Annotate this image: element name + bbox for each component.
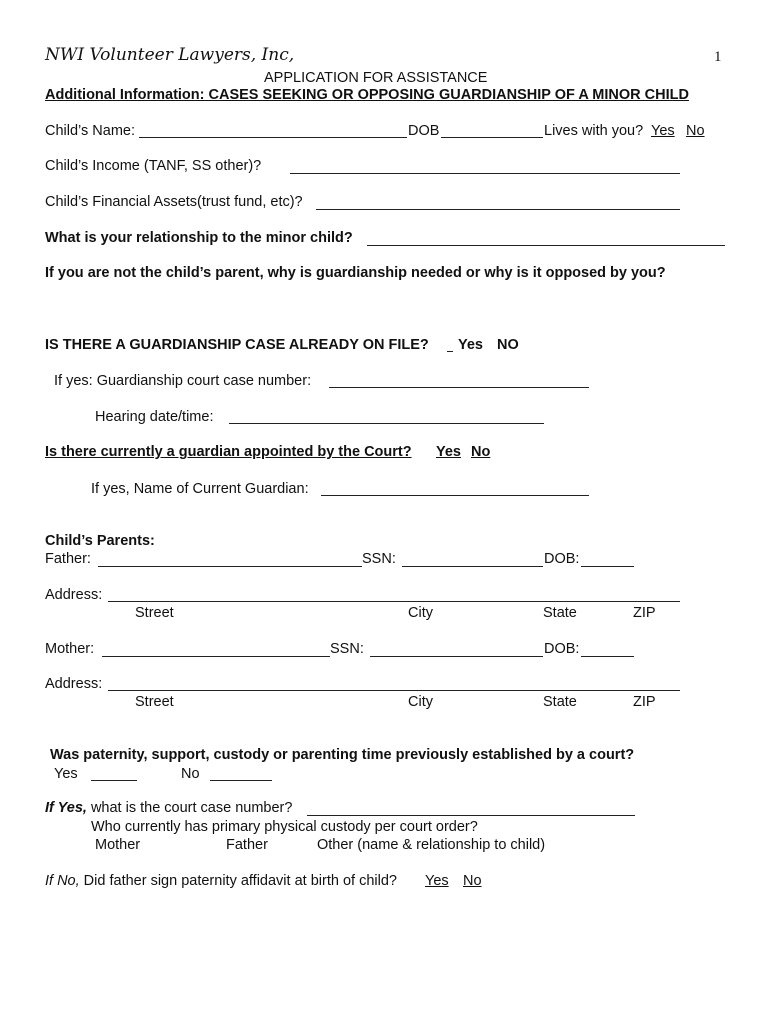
child-income-label: Child’s Income (TANF, SS other)? bbox=[45, 158, 262, 174]
why-needed-label: If you are not the child’s parent, why is guardianship needed or why is it opposed by you? bbox=[45, 265, 666, 281]
mother-dob-field[interactable] bbox=[581, 656, 634, 657]
father-ssn-label: SSN: bbox=[362, 551, 396, 567]
mother-label: Mother: bbox=[45, 641, 95, 657]
case-on-file-yes[interactable]: Yes bbox=[458, 337, 483, 353]
mother-dob-label: DOB: bbox=[544, 641, 580, 657]
father-label: Father: bbox=[45, 551, 91, 567]
guardian-no[interactable]: No bbox=[471, 444, 491, 460]
relationship-label: What is your relationship to the minor child? bbox=[45, 230, 353, 246]
mother-address-label: Address: bbox=[45, 676, 103, 692]
paternity-yes-label: Yes bbox=[54, 766, 78, 782]
father-street-caption: Street bbox=[135, 605, 174, 621]
mother-street-caption: Street bbox=[135, 694, 174, 710]
child-name-field[interactable] bbox=[139, 137, 407, 138]
custody-label: Who currently has primary physical custody per court order? bbox=[91, 819, 478, 835]
affidavit-yes[interactable]: Yes bbox=[425, 873, 449, 889]
father-dob-field[interactable] bbox=[581, 566, 634, 567]
custody-option-mother[interactable]: Mother bbox=[95, 837, 141, 853]
paternity-no-field[interactable] bbox=[210, 780, 272, 781]
affidavit-no[interactable]: No bbox=[463, 873, 482, 889]
guardian-question: Is there currently a guardian appointed by the Court? bbox=[45, 444, 412, 460]
child-income-field[interactable] bbox=[290, 173, 680, 174]
if-yes-prefix: If Yes, bbox=[45, 800, 87, 816]
current-guardian-field[interactable] bbox=[321, 495, 589, 496]
father-zip-caption: ZIP bbox=[633, 605, 656, 621]
lives-with-no[interactable]: No bbox=[686, 123, 705, 139]
father-name-field[interactable] bbox=[98, 566, 362, 567]
if-no-affidavit-label bbox=[45, 872, 397, 890]
mother-state-caption: State bbox=[543, 694, 577, 710]
hearing-field[interactable] bbox=[229, 423, 544, 424]
child-name-label: Child’s Name: bbox=[45, 123, 135, 139]
custody-option-other[interactable]: Other (name & relationship to child) bbox=[317, 837, 546, 853]
case-on-file-no[interactable]: NO bbox=[497, 337, 519, 353]
mother-zip-caption: ZIP bbox=[633, 694, 656, 710]
father-dob-label: DOB: bbox=[544, 551, 580, 567]
father-address-field[interactable] bbox=[108, 601, 680, 602]
paternity-question: Was paternity, support, custody or parenting time previously established by a court? bbox=[50, 747, 635, 763]
if-yes-case-number-label bbox=[45, 799, 292, 817]
relationship-field[interactable] bbox=[367, 245, 725, 246]
father-ssn-field[interactable] bbox=[402, 566, 543, 567]
child-dob-field[interactable] bbox=[441, 137, 543, 138]
mother-address-field[interactable] bbox=[108, 690, 680, 691]
form-title: APPLICATION FOR ASSISTANCE bbox=[264, 70, 488, 86]
mother-name-field[interactable] bbox=[102, 656, 330, 657]
case-on-file-mark bbox=[447, 351, 453, 352]
mother-ssn-label: SSN: bbox=[330, 641, 364, 657]
case-number-field[interactable] bbox=[329, 387, 589, 388]
hearing-label: Hearing date/time: bbox=[95, 409, 214, 425]
organization-name: NWI Volunteer Lawyers, Inc, bbox=[45, 45, 295, 65]
current-guardian-label: If yes, Name of Current Guardian: bbox=[91, 481, 309, 497]
child-assets-field[interactable] bbox=[316, 209, 680, 210]
mother-city-caption: City bbox=[408, 694, 433, 710]
case-on-file-question: IS THERE A GUARDIANSHIP CASE ALREADY ON FILE? bbox=[45, 337, 429, 353]
lives-with-yes[interactable]: Yes bbox=[651, 123, 675, 139]
father-city-caption: City bbox=[408, 605, 433, 621]
child-assets-label: Child’s Financial Assets(trust fund, etc)? bbox=[45, 194, 303, 210]
guardian-yes[interactable]: Yes bbox=[436, 444, 461, 460]
paternity-yes-field[interactable] bbox=[91, 780, 137, 781]
custody-option-father[interactable]: Father bbox=[226, 837, 268, 853]
child-dob-label: DOB bbox=[408, 123, 440, 139]
parents-heading: Child’s Parents: bbox=[45, 533, 155, 549]
court-case-number-field[interactable] bbox=[307, 815, 635, 816]
affidavit-question: Did father sign paternity affidavit at birth of child? bbox=[79, 873, 397, 889]
father-state-caption: State bbox=[543, 605, 577, 621]
lives-with-label: Lives with you? bbox=[544, 123, 644, 139]
case-number-label: If yes: Guardianship court case number: bbox=[54, 373, 312, 389]
court-case-number-label: what is the court case number? bbox=[86, 800, 293, 816]
page-number: 1 bbox=[714, 49, 722, 65]
if-no-prefix: If No, bbox=[45, 873, 80, 889]
paternity-no-label: No bbox=[181, 766, 200, 782]
mother-ssn-field[interactable] bbox=[370, 656, 543, 657]
father-address-label: Address: bbox=[45, 587, 103, 603]
form-subtitle: Additional Information: CASES SEEKING OR OPPOSING GUARDIANSHIP OF A MINOR CHILD bbox=[45, 87, 689, 103]
